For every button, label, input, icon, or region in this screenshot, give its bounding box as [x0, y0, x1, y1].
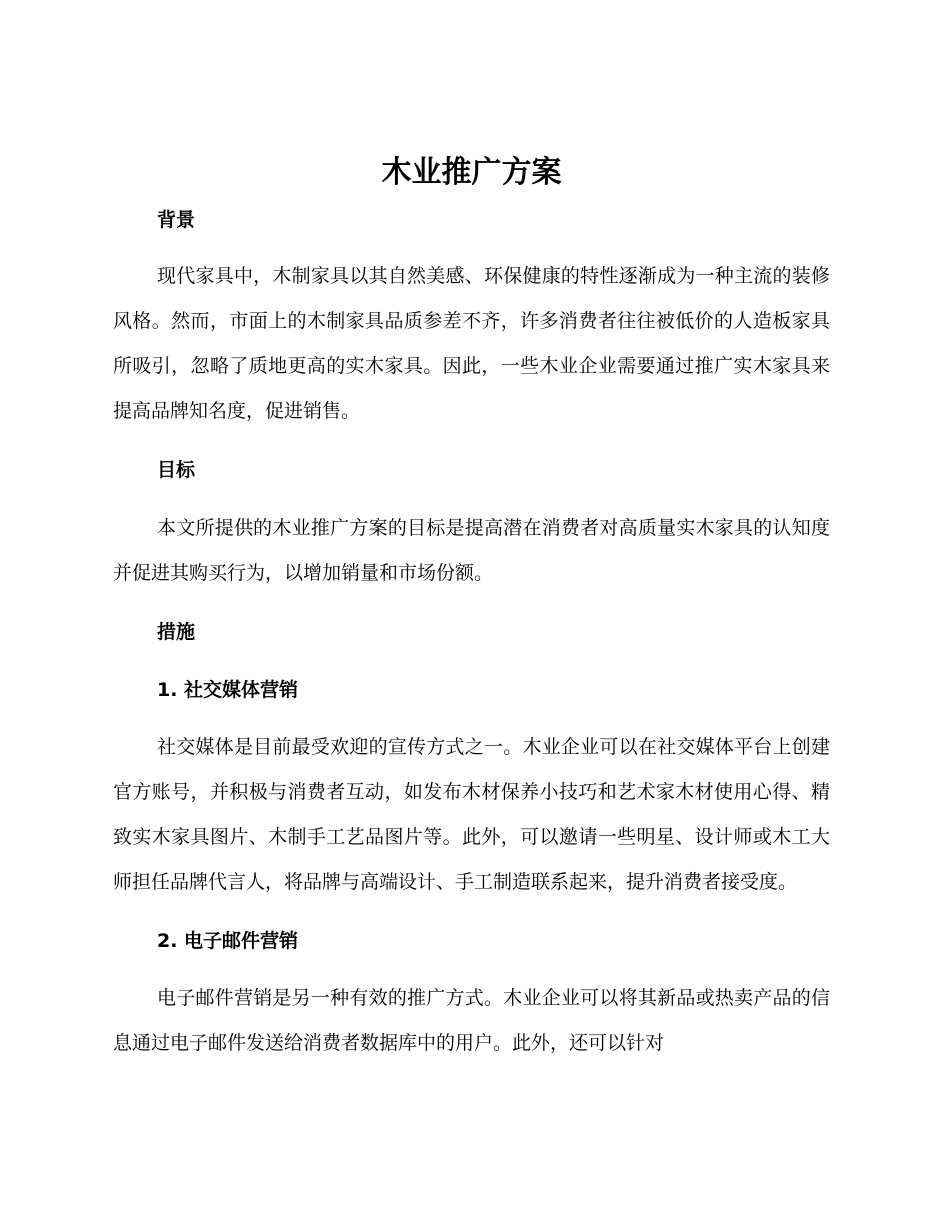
document-title: 木业推广方案 — [381, 155, 562, 190]
subsection-heading-email: 2. 电子邮件营销 — [157, 930, 299, 952]
subsection-heading-social-media: 1. 社交媒体营销 — [157, 679, 299, 701]
section-heading-goal: 目标 — [157, 459, 196, 481]
section-heading-measures: 措施 — [157, 621, 196, 643]
section-paragraph-background: 现代家具中，木制家具以其自然美感、环保健康的特性逐渐成为一种主流的装修风格。然而，市面上的木制家具品质参差不齐，许多消费者往往被低价的人造板家具所吸引，忽略了质地更高的实木家具。因此，一些木业企业需要通过推广实木家具来提高品牌知名度，促进销售。 — [113, 265, 830, 422]
section-paragraph-goal: 本文所提供的木业推广方案的目标是提高潜在消费者对高质量实木家具的认知度并促进其购买行为，以增加销量和市场份额。 — [113, 517, 830, 584]
subsection-paragraph-email: 电子邮件营销是另一种有效的推广方式。木业企业可以将其新品或热卖产品的信息通过电子邮件发送给消费者数据库中的用户。此外，还可以针对 — [113, 987, 830, 1054]
section-heading-background: 背景 — [157, 209, 196, 231]
subsection-paragraph-social-media: 社交媒体是目前最受欢迎的宣传方式之一。木业企业可以在社交媒体平台上创建官方账号，并积极与消费者互动，如发布木材保养小技巧和艺术家木材使用心得、精致实木家具图片、木制手工艺品图片等。此外，可以邀请一些明星、设计师或木工大师担任品牌代言人，将品牌与高端设计、手工制造联系起来，提升消费者接受度。 — [113, 736, 830, 893]
